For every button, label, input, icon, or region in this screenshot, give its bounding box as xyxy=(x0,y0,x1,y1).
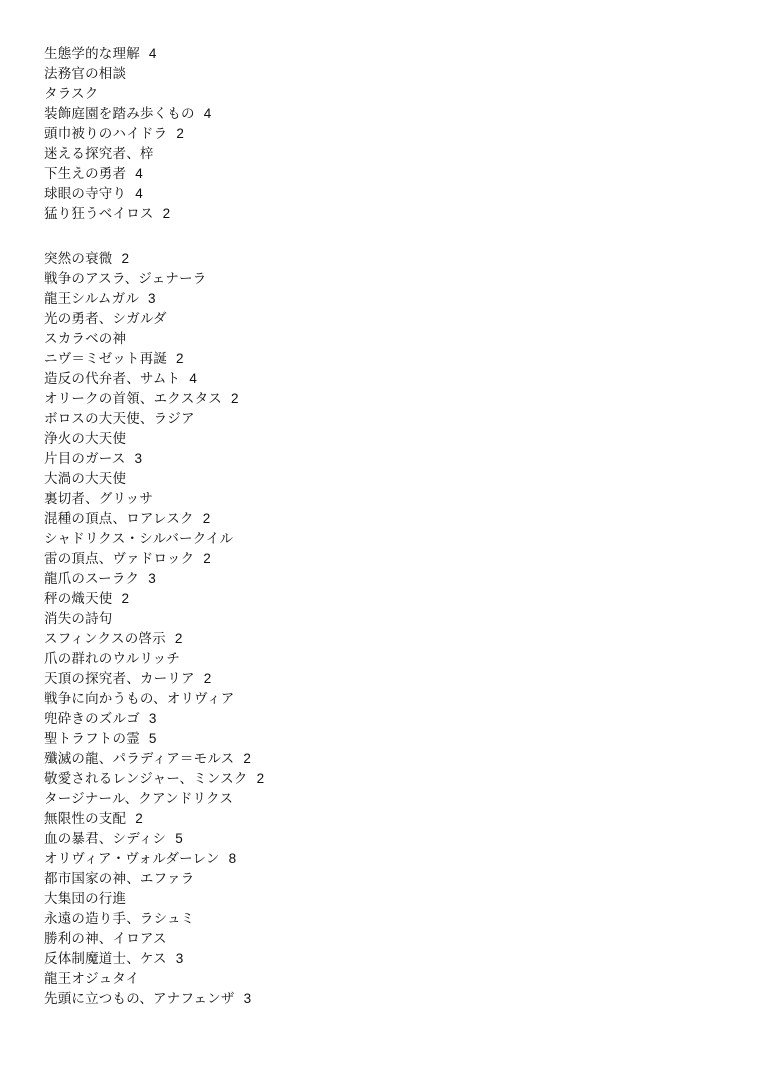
card-name: 裏切者、グリッサ xyxy=(44,491,154,506)
card-entry xyxy=(44,469,723,489)
card-name: 大集団の行進 xyxy=(44,891,127,906)
card-count: 2 xyxy=(243,751,252,766)
card-name: 聖トラフトの霊 xyxy=(44,731,140,746)
card-name: 永遠の造り手、ラシュミ xyxy=(44,911,195,926)
card-name: 生態学的な理解 xyxy=(44,46,140,61)
card-entry xyxy=(44,609,723,629)
card-count: 2 xyxy=(230,391,239,406)
card-name: 猛り狂うベイロス xyxy=(44,206,154,221)
card-group xyxy=(44,249,723,1009)
card-name: 下生えの勇者 xyxy=(44,166,127,181)
card-entry xyxy=(44,64,723,84)
card-count: 2 xyxy=(121,591,130,606)
card-entry xyxy=(44,889,723,909)
card-entry xyxy=(44,509,723,529)
card-entry xyxy=(44,689,723,709)
card-name: 敬愛されるレンジャー、ミンスク xyxy=(44,771,248,786)
card-entry xyxy=(44,909,723,929)
card-count: 3 xyxy=(148,571,156,586)
card-entry xyxy=(44,929,723,949)
card-entry xyxy=(44,789,723,809)
card-entry xyxy=(44,144,723,164)
card-name: 戦争のアスラ、ジェナーラ xyxy=(44,271,207,286)
card-count: 4 xyxy=(135,166,143,181)
card-name: 迷える探究者、梓 xyxy=(44,146,154,161)
card-entry xyxy=(44,969,723,989)
card-name: スフィンクスの啓示 xyxy=(44,631,166,646)
card-name: 龍王オジュタイ xyxy=(44,971,140,986)
card-count: 3 xyxy=(243,991,252,1006)
card-name: 造反の代弁者、サムト xyxy=(44,371,181,386)
card-name: 勝利の神、イロアス xyxy=(44,931,167,946)
card-name: シャドリクス・シルバークイル xyxy=(44,531,234,546)
card-entry xyxy=(44,329,723,349)
card-entry xyxy=(44,104,723,124)
card-name: 大渦の大天使 xyxy=(44,471,127,486)
card-count: 2 xyxy=(174,631,183,646)
card-count: 4 xyxy=(203,106,212,121)
card-entry xyxy=(44,589,723,609)
card-entry xyxy=(44,204,723,224)
card-entry xyxy=(44,184,723,204)
card-name: ニヴ＝ミゼット再誕 xyxy=(44,351,168,366)
card-name: 龍王シルムガル xyxy=(44,291,140,306)
card-entry xyxy=(44,269,723,289)
card-count: 3 xyxy=(148,711,157,726)
card-name: 光の勇者、シガルダ xyxy=(44,311,167,326)
card-name: 頭巾被りのハイドラ xyxy=(44,126,168,141)
card-count: 3 xyxy=(175,951,184,966)
card-entry xyxy=(44,489,723,509)
card-name: 殲滅の龍、パラディア＝モルス xyxy=(44,751,235,766)
card-entry xyxy=(44,349,723,369)
card-name: 天頂の探究者、カーリア xyxy=(44,671,195,686)
card-count: 4 xyxy=(135,186,143,201)
card-count: 2 xyxy=(176,126,185,141)
card-name: 先頭に立つもの、アナフェンザ xyxy=(44,991,235,1006)
card-name: 突然の衰微 xyxy=(44,251,113,266)
card-name: 血の暴君、シディシ xyxy=(44,831,167,846)
card-name: 秤の熾天使 xyxy=(44,591,113,606)
card-entry xyxy=(44,124,723,144)
card-entry xyxy=(44,389,723,409)
card-name: 無限性の支配 xyxy=(44,811,127,826)
card-entry xyxy=(44,769,723,789)
card-name: 球眼の寺守り xyxy=(44,186,127,201)
card-entry xyxy=(44,309,723,329)
card-entry xyxy=(44,549,723,569)
card-entry xyxy=(44,529,723,549)
card-count: 4 xyxy=(189,371,198,386)
card-count: 2 xyxy=(256,771,265,786)
card-name: 装飾庭園を踏み歩くもの xyxy=(44,106,195,121)
card-name: 混種の頂点、ロアレスク xyxy=(44,511,194,526)
card-count: 2 xyxy=(162,206,171,221)
card-group xyxy=(44,44,723,224)
card-entry xyxy=(44,989,723,1009)
card-name: 都市国家の神、エファラ xyxy=(44,871,195,886)
card-count: 2 xyxy=(203,551,212,566)
card-name: オリヴィア・ヴォルダーレン xyxy=(44,851,220,866)
card-name: 雷の頂点、ヴァドロック xyxy=(44,551,195,566)
card-entry xyxy=(44,809,723,829)
card-count: 3 xyxy=(134,451,143,466)
card-entry xyxy=(44,729,723,749)
card-count: 3 xyxy=(148,291,156,306)
card-count: 5 xyxy=(148,731,157,746)
card-count: 2 xyxy=(202,511,211,526)
card-entry xyxy=(44,849,723,869)
card-entry xyxy=(44,164,723,184)
card-entry xyxy=(44,649,723,669)
card-entry xyxy=(44,709,723,729)
card-entry xyxy=(44,749,723,769)
card-list xyxy=(44,44,723,1009)
card-name: 反体制魔道士、ケス xyxy=(44,951,167,966)
card-name: オリークの首領、エクスタス xyxy=(44,391,222,406)
card-count: 8 xyxy=(228,851,237,866)
card-name: 爪の群れのウルリッチ xyxy=(44,651,181,666)
card-name: 浄火の大天使 xyxy=(44,431,127,446)
card-entry xyxy=(44,449,723,469)
card-entry xyxy=(44,409,723,429)
card-name: タラスク xyxy=(44,86,99,101)
card-entry xyxy=(44,829,723,849)
card-name: ボロスの大天使、ラジア xyxy=(44,411,195,426)
card-name: 龍爪のスーラク xyxy=(44,571,140,586)
card-count: 5 xyxy=(175,831,183,846)
card-count: 2 xyxy=(121,251,130,266)
card-entry xyxy=(44,669,723,689)
card-count: 2 xyxy=(203,671,212,686)
card-name: 片目のガース xyxy=(44,451,126,466)
card-entry xyxy=(44,569,723,589)
card-name: 兜砕きのズルゴ xyxy=(44,711,140,726)
card-name: スカラベの神 xyxy=(44,331,127,346)
card-entry xyxy=(44,84,723,104)
card-name: 法務官の相談 xyxy=(44,66,127,81)
card-count: 2 xyxy=(176,351,184,366)
card-count: 4 xyxy=(148,46,157,61)
card-name: タージナール、クアンドリクス xyxy=(44,791,234,806)
card-entry xyxy=(44,289,723,309)
card-count: 2 xyxy=(135,811,143,826)
card-entry xyxy=(44,869,723,889)
card-entry xyxy=(44,949,723,969)
card-entry xyxy=(44,629,723,649)
card-name: 戦争に向かうもの、オリヴィア xyxy=(44,691,235,706)
card-entry xyxy=(44,249,723,269)
card-entry xyxy=(44,369,723,389)
card-entry xyxy=(44,44,723,64)
card-entry xyxy=(44,429,723,449)
card-name: 消失の詩句 xyxy=(44,611,113,626)
